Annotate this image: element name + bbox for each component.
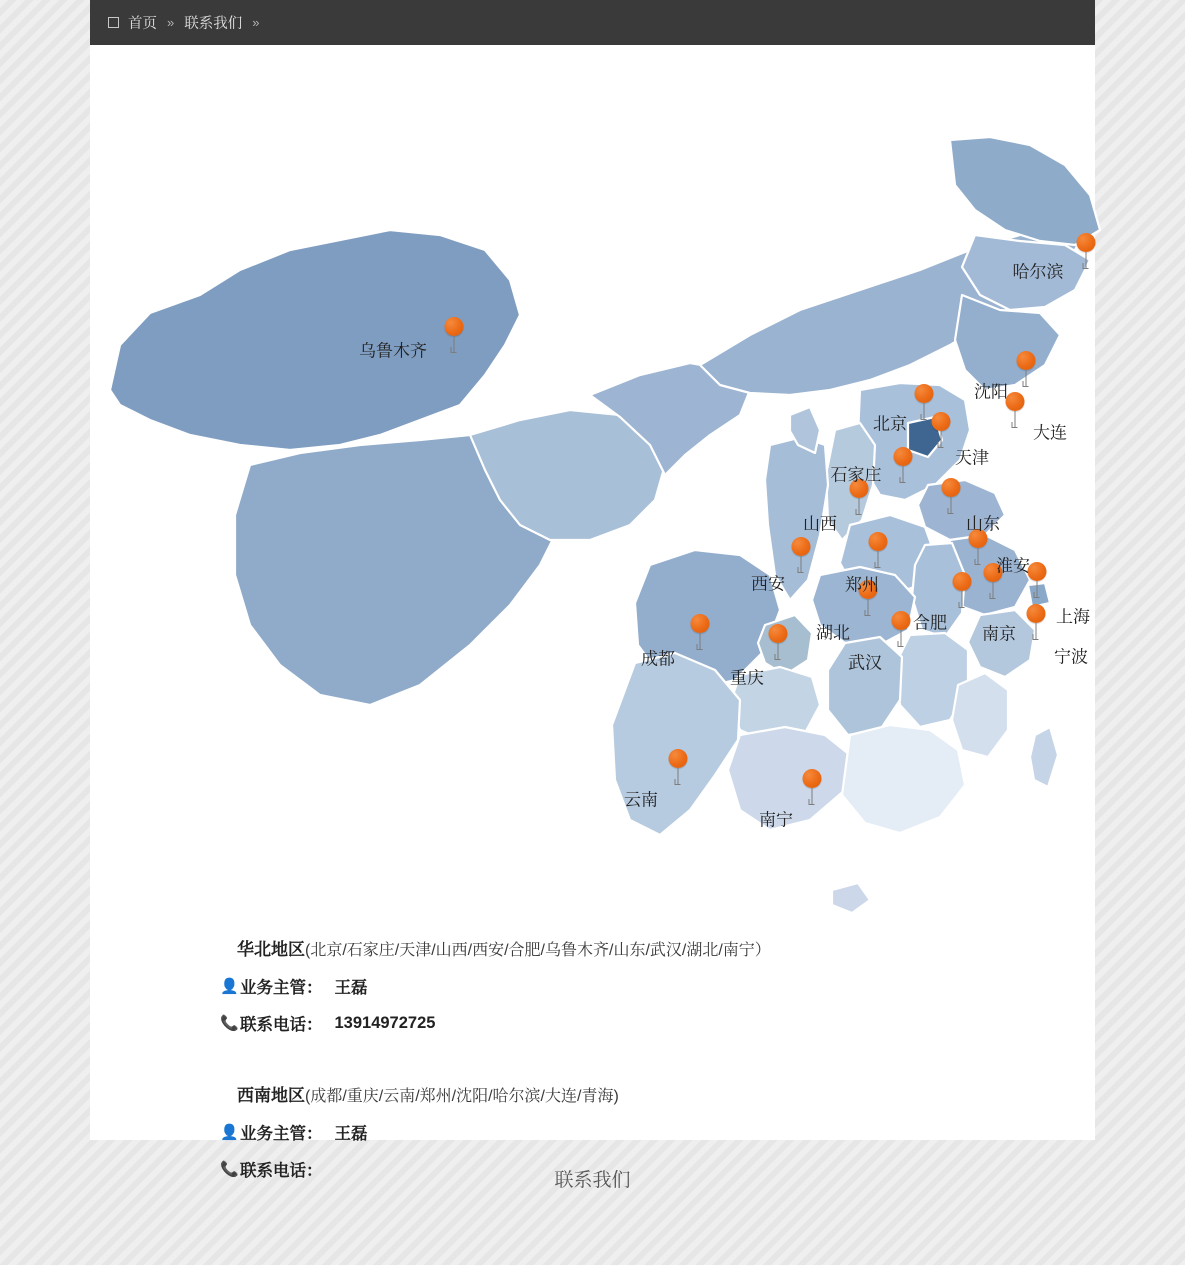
map-pin-head xyxy=(1017,351,1036,370)
map-pin-icon[interactable] xyxy=(445,317,464,355)
region-name: 西南地区 xyxy=(237,1086,305,1105)
manager-label: 业务主管： xyxy=(240,1125,323,1143)
map-pin-tail xyxy=(867,599,869,616)
breadcrumb-home-link[interactable]: 首页 xyxy=(128,16,157,32)
city-label[interactable]: 重庆 xyxy=(730,668,764,688)
city-label[interactable]: 郑州 xyxy=(845,575,879,595)
map-pin-tail xyxy=(811,788,813,805)
breadcrumb-current-link[interactable]: 联系我们 xyxy=(184,16,243,32)
map-pin-icon[interactable] xyxy=(792,537,811,575)
map-pin-icon[interactable] xyxy=(894,447,913,485)
map-pin-icon[interactable] xyxy=(1028,562,1047,600)
phone-value: 13914972725 xyxy=(334,1013,436,1032)
city-label[interactable]: 北京 xyxy=(873,414,907,434)
city-label[interactable]: 合肥 xyxy=(913,613,947,633)
footer xyxy=(0,1140,1185,1265)
breadcrumb xyxy=(90,0,1095,45)
map-pin-icon[interactable] xyxy=(769,624,788,662)
phone-row xyxy=(220,1011,1095,1035)
map-pin-head xyxy=(792,537,811,556)
map-pin-head xyxy=(932,412,951,431)
map-pin-icon[interactable] xyxy=(942,478,961,516)
map-pin-head xyxy=(1027,604,1046,623)
map-pin-head xyxy=(892,611,911,630)
page-container xyxy=(90,0,1095,1180)
phone-label: 联系电话： xyxy=(240,1162,323,1180)
region-heading-southwest xyxy=(237,1081,1095,1106)
city-label[interactable]: 大连 xyxy=(1033,423,1067,443)
map-pin-head xyxy=(915,384,934,403)
china-map[interactable] xyxy=(90,45,1095,905)
contact-block-north xyxy=(220,935,1095,1035)
map-pin-tail xyxy=(877,551,879,568)
map-pin-tail xyxy=(858,498,860,515)
person-icon: 👤 xyxy=(220,1124,239,1141)
city-label[interactable]: 南京 xyxy=(982,624,1016,644)
city-label[interactable]: 南宁 xyxy=(759,810,793,830)
map-pin-icon[interactable] xyxy=(1017,351,1036,389)
map-pin-head xyxy=(953,572,972,591)
map-pin-icon[interactable] xyxy=(691,614,710,652)
map-pin-head xyxy=(1006,392,1025,411)
map-pin-icon[interactable] xyxy=(803,769,822,807)
map-pin-tail xyxy=(1085,252,1087,269)
phone-icon: 📞 xyxy=(220,1015,239,1032)
manager-value: 王磊 xyxy=(334,979,368,997)
map-pin-head xyxy=(445,317,464,336)
map-pin-icon[interactable] xyxy=(1027,604,1046,642)
region-heading-north xyxy=(237,935,1095,960)
region-cities: (成都/重庆/云南/郑州/沈阳/哈尔滨/大连/青海) xyxy=(305,1088,619,1105)
map-pin-tail xyxy=(1035,623,1037,640)
city-label[interactable]: 山东 xyxy=(966,514,1000,534)
map-pin-tail xyxy=(902,466,904,483)
city-label[interactable]: 石家庄 xyxy=(830,465,882,485)
map-pin-head xyxy=(691,614,710,633)
manager-label: 业务主管： xyxy=(240,979,323,997)
phone-icon: 📞 xyxy=(220,1161,239,1178)
city-label[interactable]: 云南 xyxy=(624,790,658,810)
map-pin-tail xyxy=(977,548,979,565)
map-pin-head xyxy=(1077,233,1096,252)
map-pin-head xyxy=(669,749,688,768)
map-pin-tail xyxy=(900,630,902,647)
map-pin-tail xyxy=(950,497,952,514)
map-pin-icon[interactable] xyxy=(869,532,888,570)
map-pin-tail xyxy=(699,633,701,650)
map-pin-tail xyxy=(940,431,942,448)
city-label[interactable]: 武汉 xyxy=(848,653,882,673)
map-pin-tail xyxy=(777,643,779,660)
city-label[interactable]: 西安 xyxy=(751,574,785,594)
map-pin-tail xyxy=(923,403,925,420)
home-icon xyxy=(108,17,119,28)
map-pin-icon[interactable] xyxy=(932,412,951,450)
china-map-svg xyxy=(90,45,1095,905)
city-label[interactable]: 天津 xyxy=(955,448,989,468)
manager-row xyxy=(220,974,1095,998)
city-label[interactable]: 宁波 xyxy=(1054,647,1088,667)
map-pin-icon[interactable] xyxy=(669,749,688,787)
city-label[interactable]: 上海 xyxy=(1056,607,1090,627)
map-pin-tail xyxy=(1014,411,1016,428)
map-pin-tail xyxy=(1036,581,1038,598)
map-pin-head xyxy=(803,769,822,788)
manager-value: 王磊 xyxy=(334,1125,368,1143)
city-label[interactable]: 乌鲁木齐 xyxy=(359,341,427,361)
map-pin-tail xyxy=(453,336,455,353)
map-pin-icon[interactable] xyxy=(1077,233,1096,271)
city-label[interactable]: 沈阳 xyxy=(974,382,1008,402)
breadcrumb-separator-2: » xyxy=(252,15,260,30)
map-pin-icon[interactable] xyxy=(1006,392,1025,430)
map-pin-tail xyxy=(677,768,679,785)
map-pin-head xyxy=(942,478,961,497)
map-pin-icon[interactable] xyxy=(892,611,911,649)
city-label[interactable]: 湖北 xyxy=(816,623,850,643)
map-pin-head xyxy=(1028,562,1047,581)
map-pin-head xyxy=(894,447,913,466)
breadcrumb-separator-1: » xyxy=(167,15,175,30)
region-name: 华北地区 xyxy=(237,940,305,959)
footer-title: 联系我们 xyxy=(554,1170,631,1191)
city-label[interactable]: 哈尔滨 xyxy=(1012,262,1064,282)
map-pin-tail xyxy=(992,582,994,599)
map-pin-tail xyxy=(961,591,963,608)
map-pin-icon[interactable] xyxy=(969,529,988,567)
map-pin-tail xyxy=(1025,370,1027,387)
city-label[interactable]: 山西 xyxy=(803,514,837,534)
city-label[interactable]: 成都 xyxy=(641,649,675,669)
map-pin-head xyxy=(869,532,888,551)
phone-label: 联系电话： xyxy=(240,1016,323,1034)
map-pin-tail xyxy=(800,556,802,573)
person-icon: 👤 xyxy=(220,978,239,995)
city-label[interactable]: 淮安 xyxy=(996,556,1030,576)
map-pin-head xyxy=(769,624,788,643)
region-cities: (北京/石家庄/天津/山西/西安/合肥/乌鲁木齐/山东/武汉/湖北/南宁） xyxy=(305,942,771,959)
map-pin-icon[interactable] xyxy=(953,572,972,610)
